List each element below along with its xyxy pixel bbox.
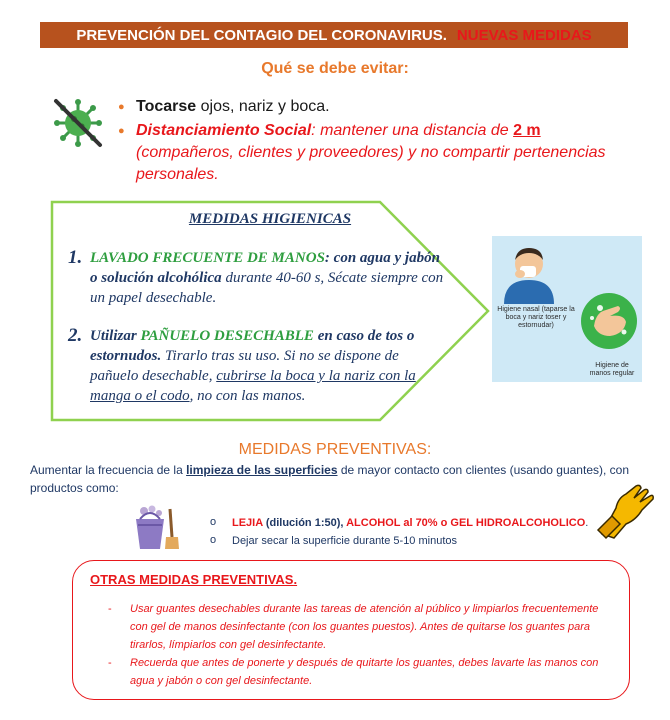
cleaning-bucket-icon bbox=[132, 505, 180, 551]
person-sneeze-icon bbox=[500, 240, 558, 304]
caption-nasal: Higiene nasal (taparse la boca y nariz toser y estornudar) bbox=[497, 306, 575, 329]
other-list bbox=[108, 600, 608, 690]
preventive-text: Aumentar la frecuencia de la limpieza de las superficies de mayor contacto con clientes (usando guantes), con productos como: bbox=[30, 463, 630, 495]
other-item-handwash: - Recuerda que antes de ponerte y después de quitarte los guantes, debes lavarte las manos con agua y jabón o con gel desinfectante. bbox=[108, 654, 608, 690]
avoid-list bbox=[118, 96, 638, 188]
gloves-icon bbox=[596, 480, 658, 540]
header-banner bbox=[40, 22, 628, 48]
products-list bbox=[210, 514, 610, 550]
hygiene-illustration bbox=[492, 236, 642, 382]
drying-item: o Dejar secar la superficie durante 5-10 minutos bbox=[210, 532, 610, 550]
hygiene-item-handwashing: 1. LAVADO FRECUENTE DE MANOS: con agua y jabón o solución alcohólica durante 40-60 s, Sécate siempre con un papel desechable. bbox=[68, 247, 444, 306]
products-item: o LEJIA (dilución 1:50), ALCOHOL al 70% o GEL HIDROALCOHOLICO. bbox=[210, 514, 610, 532]
header-highlight: NUEVAS MEDIDAS bbox=[456, 26, 592, 44]
handwash-icon bbox=[580, 292, 638, 350]
header-title: PREVENCIÓN DEL CONTAGIO DEL CORONAVIRUS. bbox=[76, 26, 447, 44]
caption-hands: Higiene de manos regular bbox=[589, 362, 635, 377]
avoid-item-distance: ● Distanciamiento Social: mantener una distancia de 2 m (compañeros, clientes y proveedores) y no compartir pertenencias personales. bbox=[118, 120, 638, 186]
avoid-item-touch: ● Tocarse ojos, nariz y boca. bbox=[118, 96, 638, 118]
no-virus-icon bbox=[50, 95, 106, 151]
hygiene-title: MEDIDAS HIGIENICAS bbox=[188, 211, 352, 227]
other-title: OTRAS MEDIDAS PREVENTIVAS. bbox=[90, 572, 298, 587]
preventive-title: MEDIDAS PREVENTIVAS: bbox=[238, 441, 432, 458]
hygiene-item-tissue: 2. Utilizar PAÑUELO DESECHABLE en caso de tos o estornudos. Tirarlo tras su uso. Si no se dispone de pañuelo desechable, cubrirse la boca y la nariz con la manga o el codo, no con las manos. bbox=[68, 325, 416, 404]
other-item-gloves: - Usar guantes desechables durante las tareas de atención al público y limpiarlos frecuentemente con gel de manos desinfectante (con los guantes puestos). Antes de quitarse los guantes para tirarlos, límpiarlos con gel desinfectante. bbox=[108, 600, 608, 654]
avoid-title: Qué se debe evitar: bbox=[261, 60, 409, 77]
